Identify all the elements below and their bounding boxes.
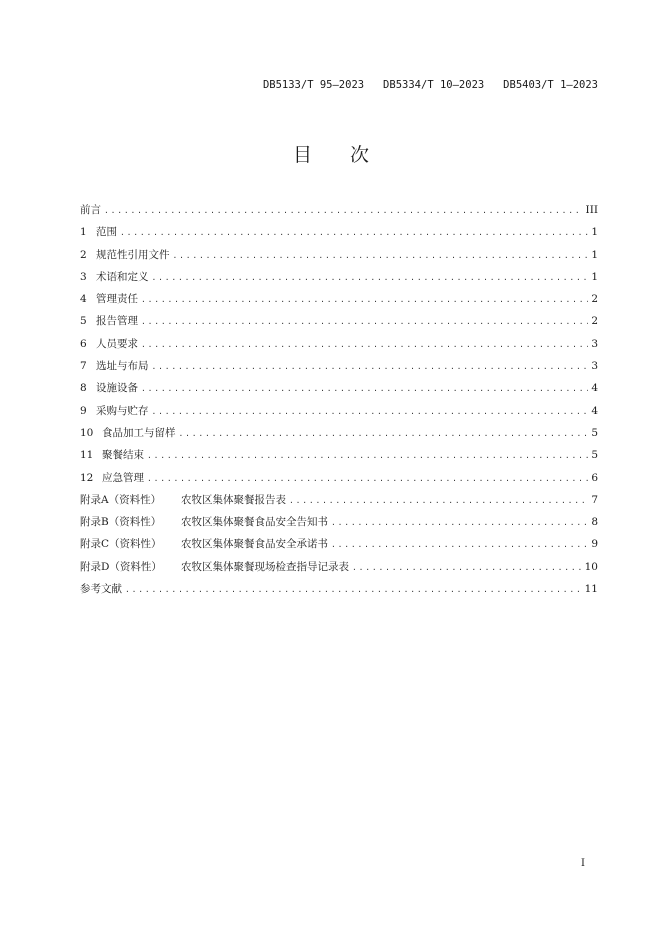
toc-entry-label: 报告管理 xyxy=(96,315,138,328)
toc-entry-label: 管理责任 xyxy=(96,293,138,306)
toc-entry-page: III xyxy=(585,204,598,216)
toc-entry-page: 9 xyxy=(591,538,598,551)
toc-entry-page: 4 xyxy=(591,404,598,417)
toc-entry[interactable] xyxy=(80,514,598,536)
toc-entry[interactable] xyxy=(80,470,598,492)
dot-leader xyxy=(152,407,589,416)
toc-entry-page: 5 xyxy=(591,426,598,439)
toc-entry-label: 参考文献 xyxy=(80,583,122,596)
toc-entry-number: 8 xyxy=(80,382,87,395)
toc-entry-page: 6 xyxy=(591,471,598,484)
toc-entry-page: 5 xyxy=(591,449,598,462)
dot-leader xyxy=(125,585,582,594)
toc-entry[interactable] xyxy=(80,492,598,514)
toc-entry-label: 术语和定义 xyxy=(96,270,149,283)
page-title xyxy=(0,140,662,167)
toc-entry-number: 7 xyxy=(80,360,87,373)
toc-entry[interactable] xyxy=(80,247,598,269)
toc-entry-label: 食品加工与留样 xyxy=(102,426,176,439)
toc-entry[interactable] xyxy=(80,269,598,291)
table-of-contents xyxy=(80,202,598,603)
dot-leader xyxy=(173,251,589,260)
dot-leader xyxy=(179,429,589,438)
toc-entry-page: 11 xyxy=(584,583,598,596)
toc-entry-label: 前言 xyxy=(80,204,101,216)
dot-leader xyxy=(331,518,588,527)
standard-codes-header: DB5133/T 95—2023 DB5334/T 10—2023 DB5403/T 1—2023 xyxy=(262,79,598,91)
toc-entry[interactable] xyxy=(80,358,598,380)
toc-entry-label: 设施设备 xyxy=(96,382,138,395)
page-number: I xyxy=(581,858,585,869)
toc-entry-page: 10 xyxy=(584,560,598,573)
toc-entry-label: 规范性引用文件 xyxy=(96,248,170,261)
dot-leader xyxy=(141,384,588,393)
toc-entry-number: 1 xyxy=(80,226,87,239)
toc-entry-number: 9 xyxy=(80,404,87,417)
toc-entry-page: 2 xyxy=(591,293,598,306)
toc-entry-number: 5 xyxy=(80,315,87,328)
toc-entry[interactable] xyxy=(80,380,598,402)
toc-entry-label: 农牧区集体聚餐报告表 xyxy=(181,493,286,506)
toc-entry-number: 3 xyxy=(80,270,87,283)
dot-leader xyxy=(120,228,588,237)
toc-entry-label: 农牧区集体聚餐现场检查指导记录表 xyxy=(181,560,349,573)
toc-entry-label: 农牧区集体聚餐食品安全告知书 xyxy=(181,516,328,529)
toc-entry-number: 附录D（资料性） xyxy=(80,560,162,573)
toc-entry-label: 应急管理 xyxy=(102,471,144,484)
dot-leader xyxy=(141,295,588,304)
dot-leader xyxy=(152,362,589,371)
dot-leader xyxy=(289,496,588,505)
toc-entry-number: 6 xyxy=(80,337,87,350)
toc-entry[interactable] xyxy=(80,291,598,313)
toc-entry-page: 3 xyxy=(591,337,598,350)
dot-leader xyxy=(147,474,588,483)
toc-entry[interactable] xyxy=(80,425,598,447)
dot-leader xyxy=(141,317,588,326)
dot-leader xyxy=(141,340,588,349)
toc-entry-label: 人员要求 xyxy=(96,337,138,350)
toc-entry-number: 2 xyxy=(80,248,87,261)
toc-entry-label: 采购与贮存 xyxy=(96,404,149,417)
dot-leader xyxy=(352,563,582,572)
toc-entry[interactable] xyxy=(80,581,598,603)
toc-entry[interactable] xyxy=(80,224,598,246)
toc-entry[interactable] xyxy=(80,313,598,335)
toc-entry[interactable] xyxy=(80,559,598,581)
toc-entry-page: 7 xyxy=(591,493,598,506)
dot-leader xyxy=(152,273,589,282)
toc-entry-number: 12 xyxy=(80,471,94,484)
toc-entry-page: 4 xyxy=(591,382,598,395)
toc-entry-number: 10 xyxy=(80,426,94,439)
toc-entry-number: 附录A（资料性） xyxy=(80,493,162,506)
toc-entry-number: 附录B（资料性） xyxy=(80,516,162,529)
toc-entry[interactable] xyxy=(80,202,598,224)
toc-entry-page: 1 xyxy=(591,270,598,283)
toc-entry-page: 2 xyxy=(591,315,598,328)
toc-entry-label: 选址与布局 xyxy=(96,360,149,373)
toc-entry-page: 1 xyxy=(591,248,598,261)
dot-leader xyxy=(331,540,588,549)
toc-entry-number: 附录C（资料性） xyxy=(80,538,162,551)
dot-leader xyxy=(104,206,583,215)
toc-entry-page: 3 xyxy=(591,360,598,373)
toc-entry[interactable] xyxy=(80,403,598,425)
toc-entry-page: 1 xyxy=(591,226,598,239)
toc-entry-number: 11 xyxy=(80,449,94,462)
toc-entry[interactable] xyxy=(80,336,598,358)
toc-entry-label: 农牧区集体聚餐食品安全承诺书 xyxy=(181,538,328,551)
toc-entry-page: 8 xyxy=(591,516,598,529)
dot-leader xyxy=(147,451,588,460)
toc-entry-label: 聚餐结束 xyxy=(102,449,144,462)
toc-entry[interactable] xyxy=(80,447,598,469)
toc-entry[interactable] xyxy=(80,536,598,558)
toc-entry-number: 4 xyxy=(80,293,87,306)
title-char-2: 次 xyxy=(350,144,370,166)
title-char-1: 目 xyxy=(292,144,312,166)
toc-entry-label: 范围 xyxy=(96,226,117,239)
